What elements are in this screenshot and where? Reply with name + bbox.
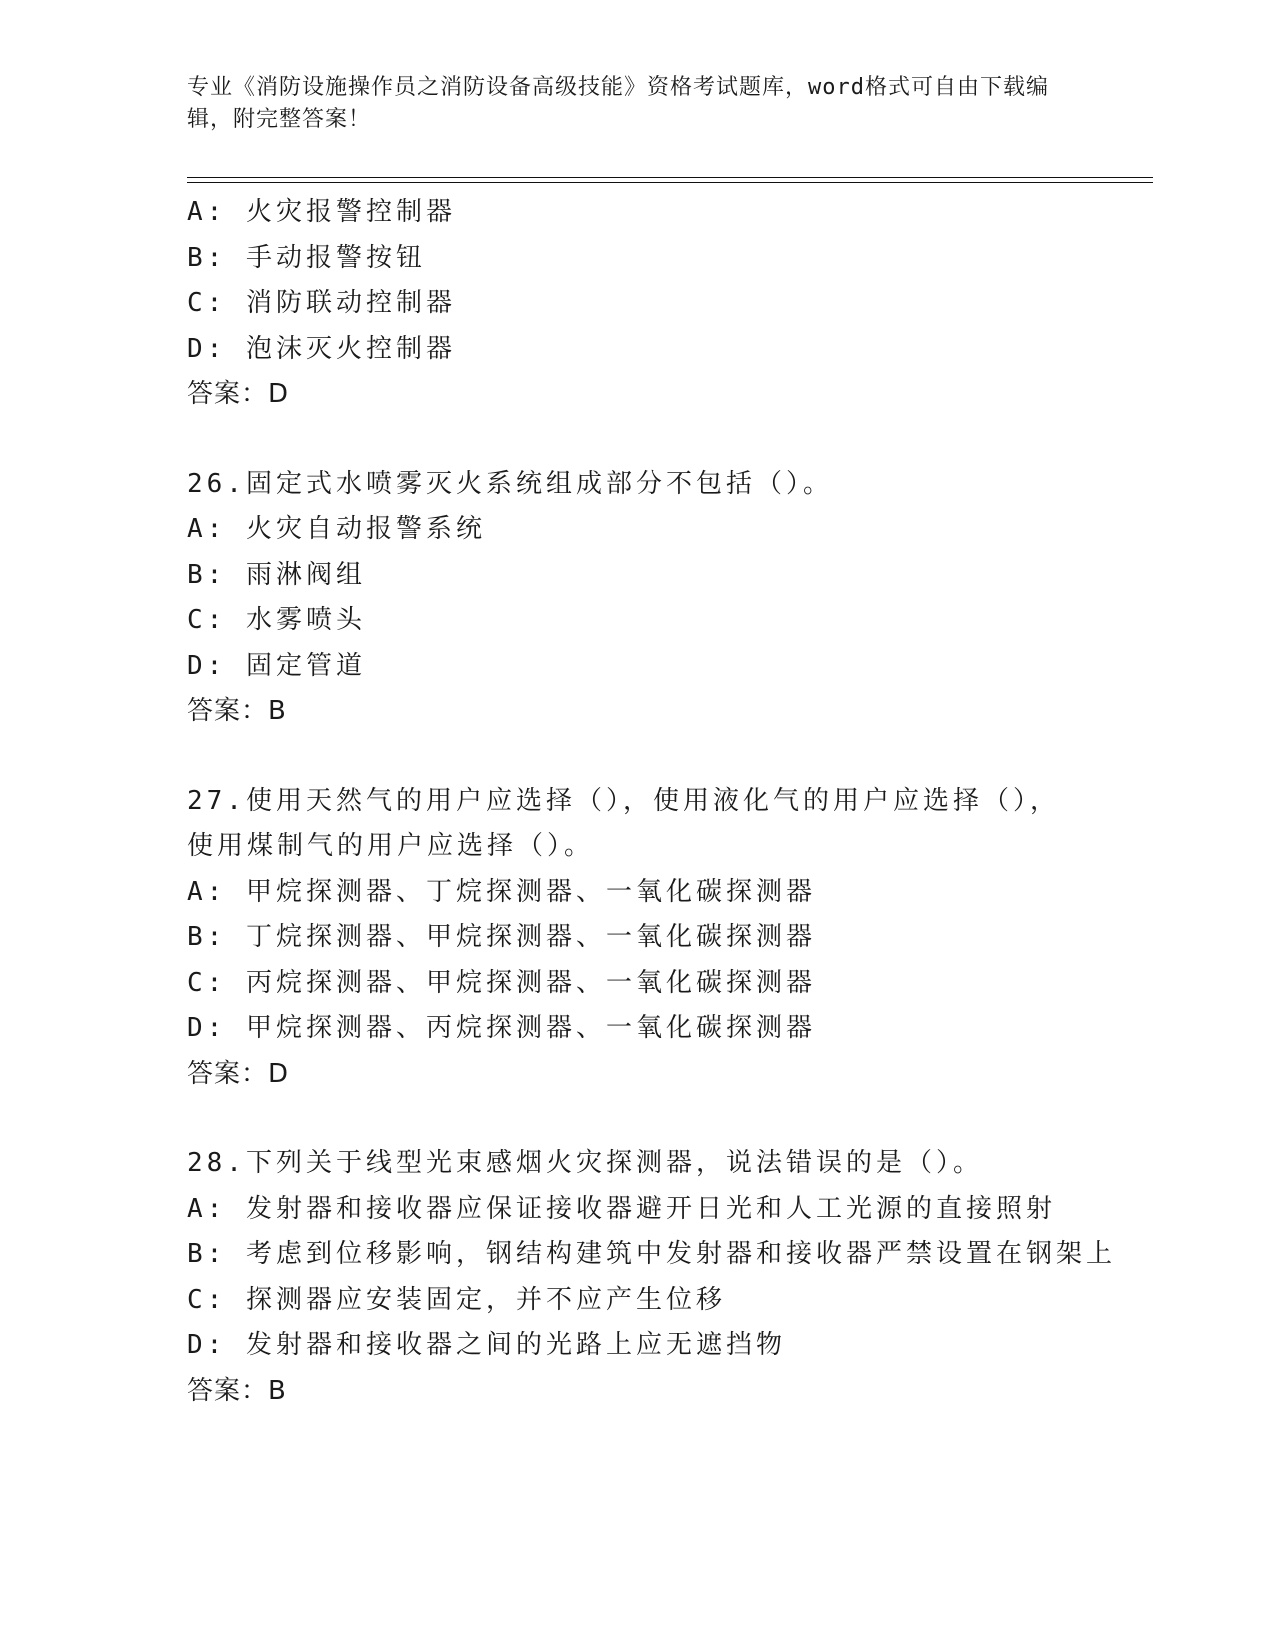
question-28	[187, 1141, 1116, 1414]
answer-label: 答案：B	[187, 696, 287, 726]
option-d: D: 泡沫灭火控制器	[187, 333, 456, 364]
option-d: D: 固定管道	[187, 650, 366, 681]
question-list	[187, 190, 1116, 1414]
option-c: C: 消防联动控制器	[187, 288, 456, 318]
option-b: B: 雨淋阀组	[187, 559, 366, 590]
option-a: A: 发射器和接收器应保证接收器避开日光和人工光源的直接照射	[187, 1193, 1056, 1224]
header-rule-bottom	[187, 182, 1153, 183]
option-a: A: 甲烷探测器、丁烷探测器、一氧化碳探测器	[187, 876, 816, 907]
question-stem: 26.固定式水喷雾灭火系统组成部分不包括（）。	[187, 468, 833, 499]
option-d: D: 发射器和接收器之间的光路上应无遮挡物	[187, 1330, 786, 1360]
answer-label: 答案：D	[187, 1058, 290, 1089]
spacer	[187, 1097, 1087, 1141]
spacer	[187, 418, 1087, 462]
question-26	[187, 462, 1087, 735]
header-rule-top	[187, 177, 1153, 178]
option-a: A: 火灾报警控制器	[187, 197, 456, 227]
question-stem: 27.使用天然气的用户应选择（），使用液化气的用户应选择（），使用煤制气的用户应选择（）。	[187, 785, 1060, 861]
question-25	[187, 190, 1087, 418]
document-header: 专业《消防设施操作员之消防设备高级技能》资格考试题库，word格式可自由下载编辑，附完整答案！	[187, 75, 1049, 132]
option-d: D: 甲烷探测器、丙烷探测器、一氧化碳探测器	[187, 1013, 816, 1043]
option-a: A: 火灾自动报警系统	[187, 514, 486, 544]
answer-label: 答案：B	[187, 1375, 287, 1406]
option-b: B: 考虑到位移影响，钢结构建筑中发射器和接收器严禁设置在钢架上	[187, 1239, 1116, 1269]
question-27	[187, 779, 1087, 1098]
question-stem: 28.下列关于线型光束感烟火灾探测器，说法错误的是（）。	[187, 1148, 983, 1178]
option-c: C: 丙烷探测器、甲烷探测器、一氧化碳探测器	[187, 967, 816, 998]
spacer	[187, 735, 1087, 779]
option-b: B: 手动报警按钮	[187, 242, 426, 273]
option-c: C: 水雾喷头	[187, 605, 366, 635]
option-b: B: 丁烷探测器、甲烷探测器、一氧化碳探测器	[187, 922, 816, 952]
option-c: C: 探测器应安装固定，并不应产生位移	[187, 1284, 726, 1315]
answer-label: 答案：D	[187, 379, 290, 409]
